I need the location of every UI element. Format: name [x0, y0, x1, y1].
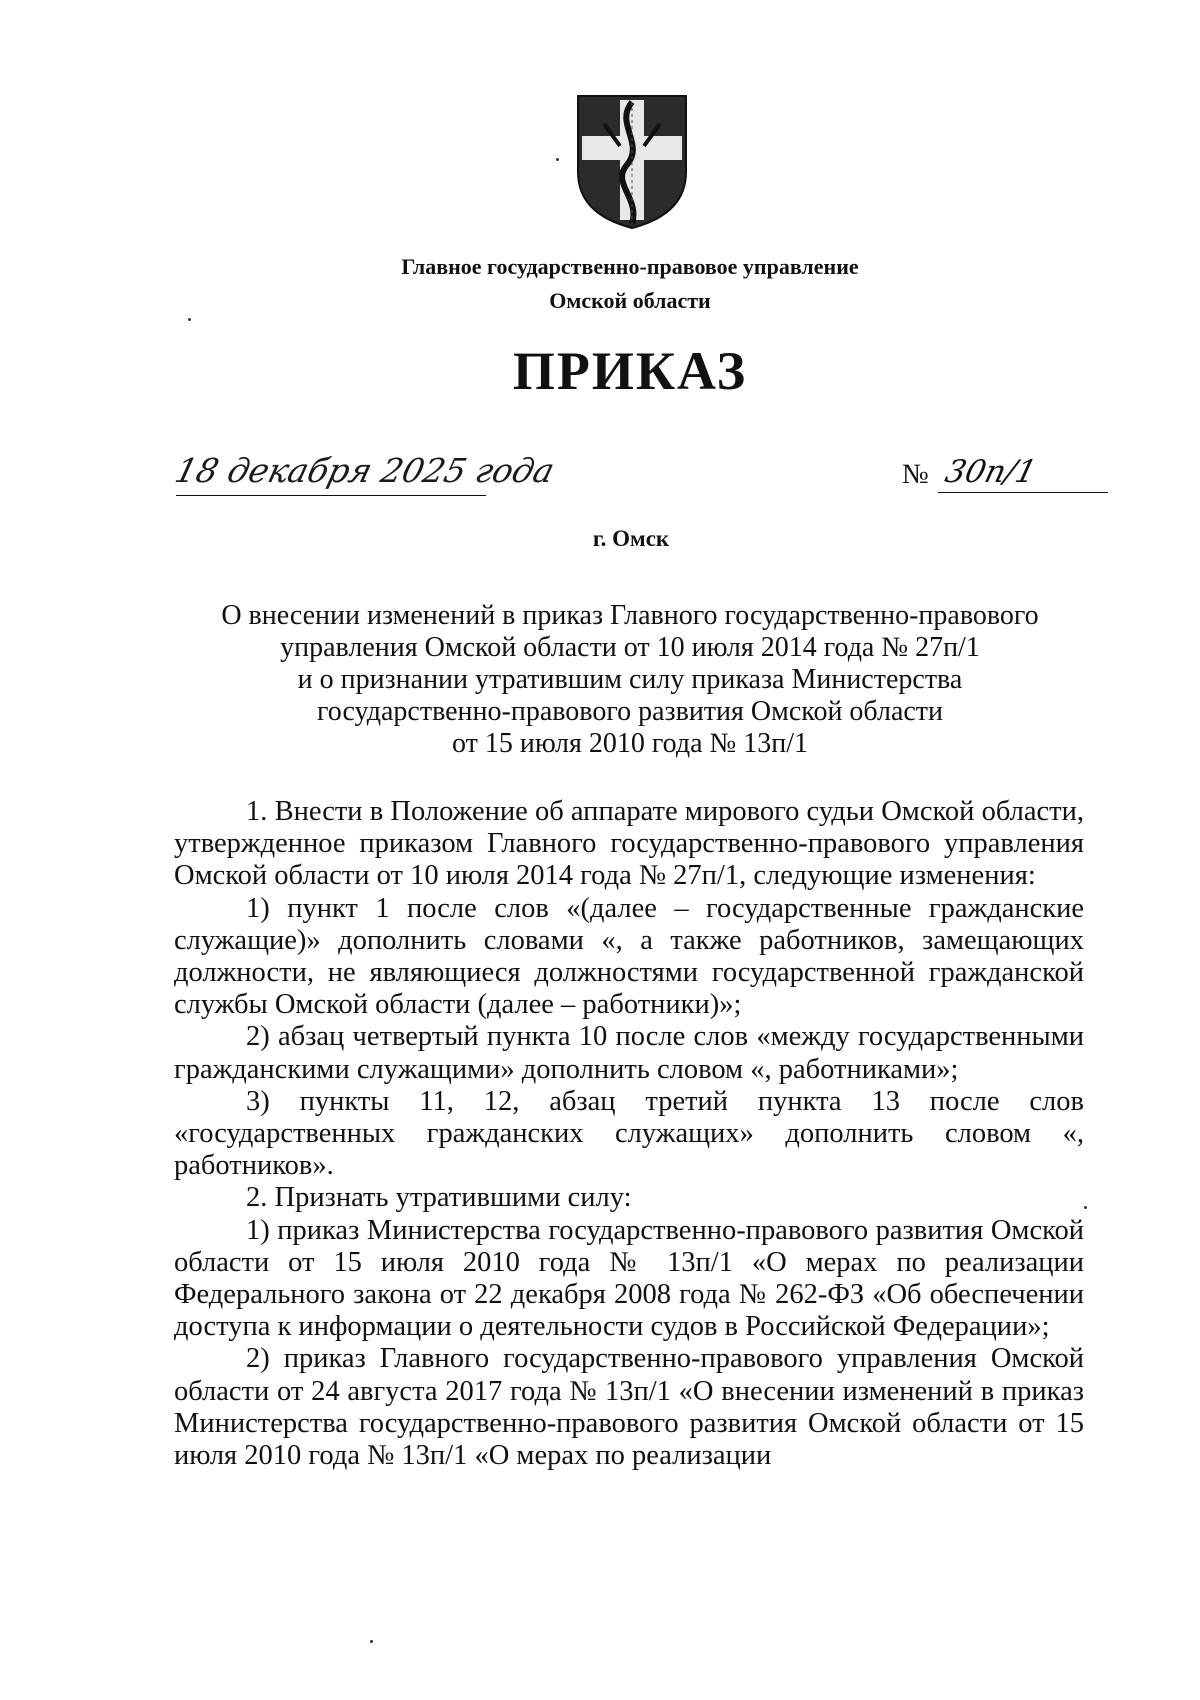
subject-line-2: управления Омской области от 10 июля 2014 года № 27п/1	[280, 632, 980, 663]
document-number	[902, 454, 1107, 500]
date-handwritten: 18 декабря 2025 года	[171, 451, 559, 490]
paragraph-1-1: 1) пункт 1 после слов «(далее – государственные гражданские служащие)» дополнить словами «, а также работников, замещающих должности, не являющиеся должностями государственной гражданской службы Омской области (далее – работники)»;	[174, 892, 1084, 1021]
coat-of-arms-icon	[574, 94, 690, 230]
paragraph-1-3: 3) пункты 11, 12, абзац третий пункта 13 после слов «государственных гражданских служащих» дополнить словом «, работников».	[174, 1085, 1084, 1182]
order-subject	[190, 600, 1070, 760]
date-underline	[176, 495, 486, 496]
organization-line-2: Омской области	[549, 288, 711, 313]
order-body	[174, 796, 1084, 1472]
paragraph-1: 1. Внести в Положение об аппарате мирового судьи Омской области, утвержденное приказом Главного государственно-правового управления Омской области от 10 июля 2014 года № 27п/1, следующие изменения:	[174, 796, 1084, 892]
scan-speck	[188, 318, 191, 321]
scan-speck	[1084, 1206, 1087, 1209]
document-type-title: ПРИКАЗ	[512, 341, 748, 401]
subject-line-3: и о признании утратившим силу приказа Министерства	[297, 664, 963, 695]
organization-line-1: Главное государственно-правовое управление	[401, 254, 859, 279]
number-handwritten: 30п/1	[941, 454, 1041, 490]
paragraph-2: 2. Признать утратившими силу:	[246, 1182, 632, 1214]
scan-speck	[556, 158, 559, 161]
subject-line-5: от 15 июля 2010 года № 13п/1	[451, 728, 809, 759]
number-underline	[938, 492, 1108, 493]
subject-line-4: государственно-правового развития Омской области	[316, 696, 944, 727]
number-label: №	[902, 459, 929, 490]
subject-line-1: О внесении изменений в приказ Главного государственно-правового	[221, 600, 1039, 631]
paragraph-2-1: 1) приказ Министерства государственно-правового развития Омской области от 15 июля 2010 года № 13п/1 «О мерах по реализации Федерального закона от 22 декабря 2008 года № 262-ФЗ «Об обеспечении доступа к информации о деятельности судов в Российской Федерации»;	[174, 1214, 1084, 1343]
organization-name	[300, 250, 960, 318]
scan-speck	[370, 1640, 373, 1643]
paragraph-1-2: 2) абзац четвертый пункта 10 после слов «между государственными гражданскими служащими» дополнить словом «, работниками»;	[174, 1021, 1084, 1085]
paragraph-2-2: 2) приказ Главного государственно-правового управления Омской области от 24 августа 2017 года № 13п/1 «О внесении изменений в приказ Министерства государственно-правового развития Омской области от 15 июля 2010 года № 13п/1 «О мерах по реализации	[174, 1343, 1084, 1472]
city: г. Омск	[592, 526, 670, 551]
